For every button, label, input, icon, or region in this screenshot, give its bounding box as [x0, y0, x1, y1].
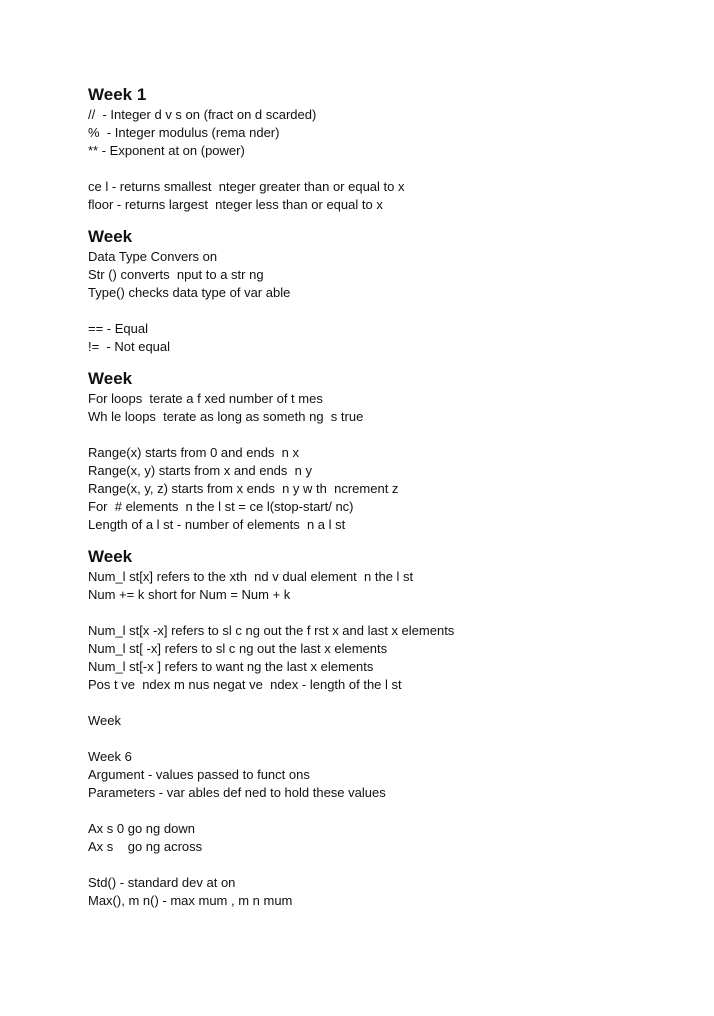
blank-line — [88, 160, 688, 178]
text-line: Length of a l st - number of elements n a l st — [88, 517, 346, 532]
text-line: Ax s 0 go ng down — [88, 821, 195, 836]
section-week-4 — [88, 546, 688, 910]
blank-line — [88, 856, 688, 874]
section-gap — [88, 356, 688, 368]
section-week-3 — [88, 368, 688, 534]
text-line: == - Equal — [88, 321, 148, 336]
section-heading: Week — [88, 369, 133, 388]
section-heading: Week — [88, 547, 133, 566]
blank-line — [88, 426, 688, 444]
section-week-1 — [88, 84, 688, 214]
text-line: Ax s go ng across — [88, 839, 203, 854]
text-line: Num_l st[ -x] refers to sl c ng out the last x elements — [88, 641, 388, 656]
blank-line — [88, 694, 688, 712]
text-line: Num += k short for Num = Num + k — [88, 587, 291, 602]
document-body — [88, 84, 688, 910]
text-line: % - Integer modulus (rema nder) — [88, 125, 280, 140]
text-line: Range(x) starts from 0 and ends n x — [88, 445, 299, 460]
text-line: != - Not equal — [88, 339, 171, 354]
text-line: Week 6 — [88, 749, 132, 764]
text-line: Num_l st[x] refers to the xth nd v dual element n the l st — [88, 569, 414, 584]
text-line: ** - Exponent at on (power) — [88, 143, 245, 158]
text-line: ce l - returns smallest nteger greater than or equal to x — [88, 179, 405, 194]
text-line: floor - returns largest nteger less than or equal to x — [88, 197, 383, 212]
text-line: Range(x, y) starts from x and ends n y — [88, 463, 312, 478]
text-line: Data Type Convers on — [88, 249, 218, 264]
blank-line — [88, 604, 688, 622]
text-line: Str () converts nput to a str ng — [88, 267, 264, 282]
section-heading: Week 1 — [88, 85, 147, 104]
text-line: // - Integer d v s on (fract on d scarded) — [88, 107, 317, 122]
blank-line — [88, 302, 688, 320]
blank-line — [88, 730, 688, 748]
text-line: Type() checks data type of var able — [88, 285, 291, 300]
text-line: Max(), m n() - max mum , m n mum — [88, 893, 293, 908]
text-line: Pos t ve ndex m nus negat ve ndex - length of the l st — [88, 677, 402, 692]
section-heading: Week — [88, 227, 133, 246]
text-line: For loops terate a f xed number of t mes — [88, 391, 323, 406]
text-line: Argument - values passed to funct ons — [88, 767, 310, 782]
text-line: Parameters - var ables def ned to hold these values — [88, 785, 386, 800]
text-line: For # elements n the l st = ce l(stop-start/ nc) — [88, 499, 354, 514]
blank-line — [88, 802, 688, 820]
section-gap — [88, 214, 688, 226]
text-line: Week — [88, 713, 121, 728]
text-line: Num_l st[x -x] refers to sl c ng out the f rst x and last x elements — [88, 623, 455, 638]
section-gap — [88, 534, 688, 546]
text-line: Std() - standard dev at on — [88, 875, 236, 890]
text-line: Num_l st[-x ] refers to want ng the last x elements — [88, 659, 374, 674]
text-line: Wh le loops terate as long as someth ng s true — [88, 409, 364, 424]
section-week-2 — [88, 226, 688, 356]
text-line: Range(x, y, z) starts from x ends n y w th ncrement z — [88, 481, 399, 496]
